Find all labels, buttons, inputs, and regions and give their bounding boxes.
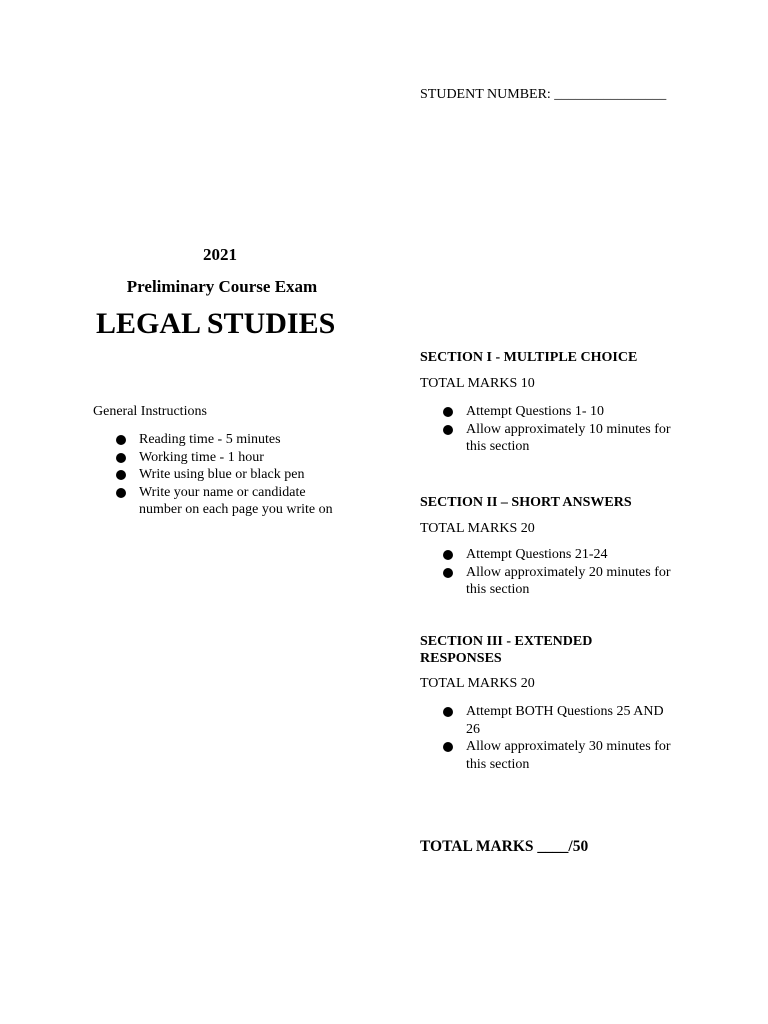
list-item: Write your name or candidate number on each page you write on bbox=[93, 484, 348, 519]
bullet-icon bbox=[116, 435, 126, 445]
general-instructions-list bbox=[93, 431, 348, 519]
exam-title: Preliminary Course Exam bbox=[126, 277, 318, 296]
bullet-icon bbox=[443, 742, 453, 752]
list-item: Allow approximately 10 minutes for this section bbox=[420, 421, 675, 456]
bullet-icon bbox=[116, 470, 126, 480]
general-instructions-heading: General Instructions bbox=[93, 404, 207, 419]
student-number-field[interactable]: STUDENT NUMBER: ________________ bbox=[420, 87, 667, 102]
bullet-icon bbox=[116, 453, 126, 463]
bullet-icon bbox=[443, 550, 453, 560]
section-3-heading: SECTION III - EXTENDED RESPONSES bbox=[420, 634, 593, 666]
section-3-list bbox=[420, 703, 675, 773]
list-item: Attempt Questions 21-24 bbox=[420, 546, 675, 564]
section-1-list bbox=[420, 403, 675, 456]
section-3-marks: TOTAL MARKS 20 bbox=[420, 676, 535, 691]
list-item: Write using blue or black pen bbox=[93, 466, 348, 484]
bullet-icon bbox=[443, 568, 453, 578]
section-1-heading: SECTION I - MULTIPLE CHOICE bbox=[420, 350, 638, 365]
section-2-heading: SECTION II – SHORT ANSWERS bbox=[420, 495, 632, 510]
bullet-icon bbox=[443, 425, 453, 435]
exam-year: 2021 bbox=[203, 245, 237, 264]
bullet-icon bbox=[443, 407, 453, 417]
list-item: Allow approximately 30 minutes for this section bbox=[420, 738, 675, 773]
list-item: Attempt Questions 1- 10 bbox=[420, 403, 675, 421]
section-2-list bbox=[420, 546, 675, 599]
list-item: Allow approximately 20 minutes for this section bbox=[420, 564, 675, 599]
total-marks-field: TOTAL MARKS ____/50 bbox=[420, 838, 589, 855]
section-2-marks: TOTAL MARKS 20 bbox=[420, 521, 535, 536]
list-item: Working time - 1 hour bbox=[93, 449, 348, 467]
bullet-icon bbox=[443, 707, 453, 717]
list-item: Attempt BOTH Questions 25 AND 26 bbox=[420, 703, 675, 738]
subject-title: LEGAL STUDIES bbox=[96, 307, 336, 340]
bullet-icon bbox=[116, 488, 126, 498]
list-item: Reading time - 5 minutes bbox=[93, 431, 348, 449]
section-1-marks: TOTAL MARKS 10 bbox=[420, 376, 535, 391]
